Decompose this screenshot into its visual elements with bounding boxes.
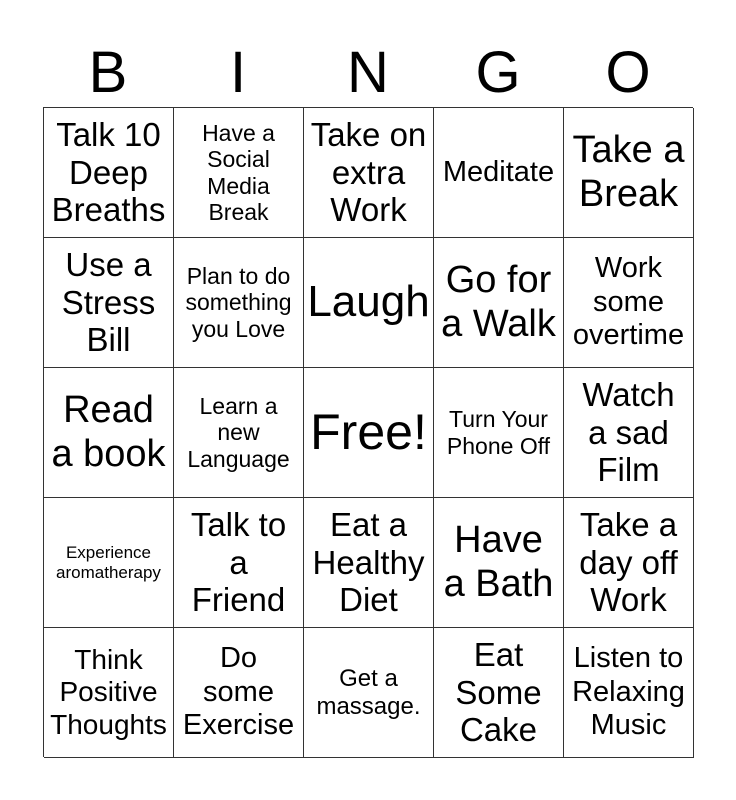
bingo-cell-5-3[interactable]: Get a massage. — [304, 628, 434, 758]
bingo-cell-2-5[interactable]: Work some overtime — [564, 238, 694, 368]
header-letter-n: N — [347, 40, 389, 105]
bingo-cell-3-2[interactable]: Learn a new Language — [174, 368, 304, 498]
bingo-cell-5-1[interactable]: Think Positive Thoughts — [44, 628, 174, 758]
bingo-cell-2-3[interactable]: Laugh — [304, 238, 434, 368]
bingo-cell-1-4[interactable]: Meditate — [434, 108, 564, 238]
bingo-cell-2-2[interactable]: Plan to do something you Love — [174, 238, 304, 368]
header-letter-b: B — [88, 40, 128, 105]
bingo-cell-5-2[interactable]: Do some Exercise — [174, 628, 304, 758]
header-letter-o: O — [605, 40, 651, 105]
bingo-cell-4-3[interactable]: Eat a Healthy Diet — [304, 498, 434, 628]
bingo-cell-4-1[interactable]: Experience aromatherapy — [44, 498, 174, 628]
header-letter-i: I — [229, 40, 247, 105]
bingo-header — [43, 40, 693, 106]
bingo-cell-4-2[interactable]: Talk to a Friend — [174, 498, 304, 628]
bingo-cell-1-2[interactable]: Have a Social Media Break — [174, 108, 304, 238]
bingo-cell-3-5[interactable]: Watch a sad Film — [564, 368, 694, 498]
bingo-cell-1-1[interactable]: Talk 10 Deep Breaths — [44, 108, 174, 238]
bingo-cell-3-1[interactable]: Read a book — [44, 368, 174, 498]
bingo-cell-3-4[interactable]: Turn Your Phone Off — [434, 368, 564, 498]
bingo-cell-1-3[interactable]: Take on extra Work — [304, 108, 434, 238]
bingo-cell-1-5[interactable]: Take a Break — [564, 108, 694, 238]
bingo-cell-2-4[interactable]: Go for a Walk — [434, 238, 564, 368]
bingo-board — [43, 107, 693, 757]
bingo-cell-5-4[interactable]: Eat Some Cake — [434, 628, 564, 758]
bingo-cell-2-1[interactable]: Use a Stress Bill — [44, 238, 174, 368]
bingo-cell-3-3[interactable]: Free! — [304, 368, 434, 498]
bingo-cell-4-4[interactable]: Have a Bath — [434, 498, 564, 628]
bingo-cell-5-5[interactable]: Listen to Relaxing Music — [564, 628, 694, 758]
header-letter-g: G — [475, 40, 521, 105]
bingo-cell-4-5[interactable]: Take a day off Work — [564, 498, 694, 628]
